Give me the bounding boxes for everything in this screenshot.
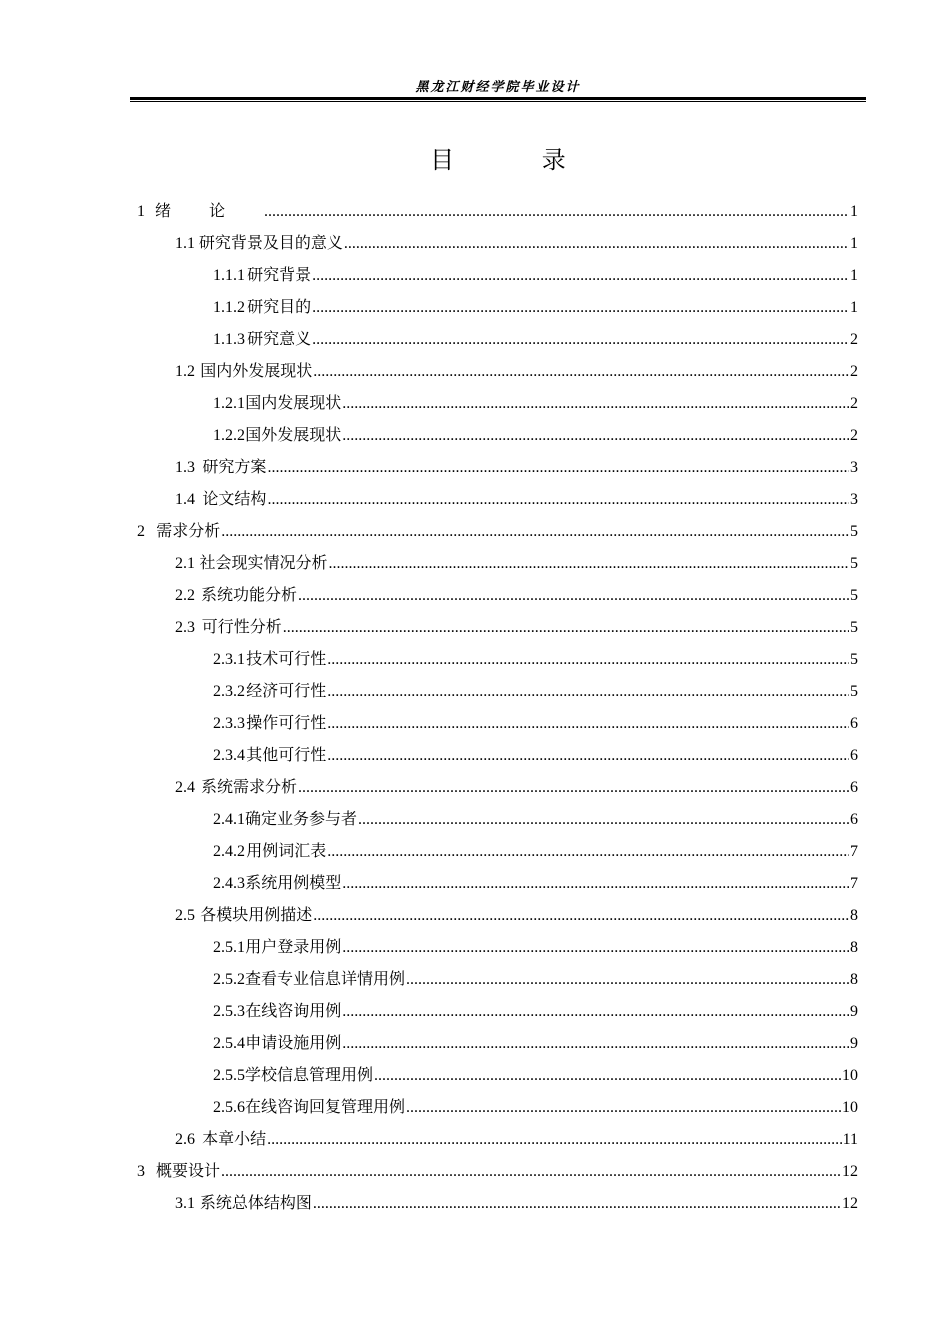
toc-entry-number: 2.4.3 — [213, 875, 245, 892]
toc-dot-leader — [264, 196, 849, 228]
toc-dot-leader — [406, 964, 849, 996]
toc-dot-leader — [327, 676, 849, 708]
toc-dot-leader — [327, 644, 849, 676]
toc-entry-1-2[interactable] — [0, 355, 950, 387]
toc-entry-label: 研究方案 — [202, 457, 267, 476]
toc-entry-page-number: 8 — [850, 939, 858, 956]
toc-entry-3[interactable] — [0, 1155, 950, 1187]
toc-dot-leader — [267, 484, 849, 516]
toc-entry-label: 系统需求分析 — [200, 777, 297, 796]
toc-entry-2-5-6[interactable] — [0, 1091, 950, 1123]
toc-entry-label: 各模块用例描述 — [200, 905, 313, 924]
toc-entry-number: 2 — [137, 523, 145, 540]
toc-entry-number: 3 — [137, 1163, 145, 1180]
toc-entry-page-number: 6 — [850, 747, 858, 764]
toc-entry-number: 1.2 — [175, 363, 195, 380]
toc-dot-leader — [406, 1092, 841, 1124]
toc-entry-label: 在线咨询用例 — [245, 1001, 342, 1020]
toc-entry-label: 经济可行性 — [246, 681, 327, 700]
toc-entry-page-number: 11 — [842, 1131, 858, 1148]
toc-entry-label: 确定业务参与者 — [245, 809, 358, 828]
toc-entry-number: 2.5.2 — [213, 971, 245, 988]
toc-entry-page-number: 5 — [850, 555, 858, 572]
toc-entry-number: 2.1 — [175, 555, 195, 572]
toc-dot-leader — [358, 804, 849, 836]
toc-dot-leader — [342, 932, 849, 964]
toc-entry-label: 操作可行性 — [246, 713, 327, 732]
toc-entry-2[interactable] — [0, 515, 950, 547]
toc-entry-label: 国内外发展现状 — [200, 361, 313, 380]
toc-title: 目 录 — [430, 146, 606, 174]
toc-dot-leader — [221, 516, 849, 548]
toc-entry-label: 可行性分析 — [201, 617, 282, 636]
toc-list — [0, 195, 950, 1219]
toc-entry-label: 学校信息管理用例 — [245, 1065, 374, 1084]
toc-entry-1-1-2[interactable] — [0, 291, 950, 323]
toc-entry-2-3-1[interactable] — [0, 643, 950, 675]
toc-dot-leader — [313, 356, 849, 388]
toc-entry-1[interactable] — [0, 195, 950, 227]
toc-entry-number: 2.5 — [175, 907, 195, 924]
toc-entry-page-number: 10 — [842, 1067, 858, 1084]
toc-dot-leader — [312, 260, 849, 292]
toc-entry-number: 2.3.3 — [213, 715, 245, 732]
toc-entry-label: 本章小结 — [202, 1129, 267, 1148]
toc-entry-label: 查看专业信息详情用例 — [245, 969, 406, 988]
toc-entry-number: 1.2.2 — [213, 427, 245, 444]
toc-entry-page-number: 7 — [850, 875, 858, 892]
toc-entry-label: 其他可行性 — [246, 745, 327, 764]
toc-entry-number: 1.2.1 — [213, 395, 245, 412]
toc-entry-2-1[interactable] — [0, 547, 950, 579]
toc-entry-1-1-3[interactable] — [0, 323, 950, 355]
toc-dot-leader — [283, 612, 849, 644]
toc-entry-number: 2.5.6 — [213, 1099, 245, 1116]
toc-dot-leader — [342, 1028, 849, 1060]
toc-entry-page-number: 5 — [850, 683, 858, 700]
toc-dot-leader — [329, 548, 849, 580]
toc-dot-leader — [374, 1060, 841, 1092]
toc-entry-number: 2.3 — [175, 619, 195, 636]
toc-entry-number: 3.1 — [175, 1195, 195, 1212]
toc-dot-leader — [312, 324, 849, 356]
toc-entry-page-number: 5 — [850, 619, 858, 636]
toc-entry-1-4[interactable] — [0, 483, 950, 515]
toc-dot-leader — [342, 388, 849, 420]
toc-entry-label: 国内发展现状 — [245, 393, 342, 412]
toc-dot-leader — [342, 420, 849, 452]
toc-entry-page-number: 2 — [850, 427, 858, 444]
toc-entry-1-2-1[interactable] — [0, 387, 950, 419]
toc-entry-number: 1.1.1 — [213, 267, 245, 284]
toc-entry-2-5-4[interactable] — [0, 1027, 950, 1059]
toc-dot-leader — [342, 996, 849, 1028]
toc-entry-2-3-3[interactable] — [0, 707, 950, 739]
toc-entry-2-5-2[interactable] — [0, 963, 950, 995]
toc-entry-page-number: 1 — [850, 299, 858, 316]
toc-entry-page-number: 6 — [850, 715, 858, 732]
toc-entry-label: 社会现实情况分析 — [199, 553, 328, 572]
toc-entry-number: 2.3.4 — [213, 747, 245, 764]
toc-entry-1-2-2[interactable] — [0, 419, 950, 451]
toc-entry-2-5-5[interactable] — [0, 1059, 950, 1091]
toc-entry-page-number: 1 — [850, 203, 858, 220]
toc-entry-page-number: 8 — [850, 971, 858, 988]
toc-entry-number: 1.1 — [175, 235, 195, 252]
toc-dot-leader — [312, 292, 849, 324]
toc-entry-page-number: 3 — [850, 491, 858, 508]
toc-entry-page-number: 9 — [850, 1035, 858, 1052]
toc-entry-2-5[interactable] — [0, 899, 950, 931]
toc-entry-2-3-2[interactable] — [0, 675, 950, 707]
toc-entry-page-number: 5 — [850, 587, 858, 604]
toc-dot-leader — [313, 900, 849, 932]
toc-entry-page-number: 3 — [850, 459, 858, 476]
toc-entry-2-5-1[interactable] — [0, 931, 950, 963]
toc-entry-label: 研究目的 — [247, 297, 312, 316]
toc-dot-leader — [221, 1156, 841, 1188]
toc-entry-label: 技术可行性 — [246, 649, 327, 668]
toc-entry-page-number: 1 — [850, 267, 858, 284]
toc-entry-label: 系统用例模型 — [245, 873, 342, 892]
toc-entry-number: 2.3.2 — [213, 683, 245, 700]
toc-entry-page-number: 8 — [850, 907, 858, 924]
toc-entry-label: 需求分析 — [156, 521, 221, 540]
toc-entry-page-number: 1 — [850, 235, 858, 252]
toc-entry-2-4-2[interactable] — [0, 835, 950, 867]
toc-entry-number: 1 — [137, 203, 145, 220]
toc-entry-2-4-3[interactable] — [0, 867, 950, 899]
toc-entry-number: 2.4.2 — [213, 843, 245, 860]
toc-entry-label: 系统功能分析 — [200, 585, 297, 604]
toc-entry-number: 2.2 — [175, 587, 195, 604]
toc-entry-label: 研究背景 — [247, 265, 312, 284]
toc-entry-number: 1.3 — [175, 459, 195, 476]
toc-entry-1-1[interactable] — [0, 227, 950, 259]
toc-entry-2-4[interactable] — [0, 771, 950, 803]
toc-entry-label: 申请设施用例 — [245, 1033, 342, 1052]
toc-entry-label: 论文结构 — [202, 489, 267, 508]
toc-entry-page-number: 5 — [850, 523, 858, 540]
toc-entry-number: 2.5.4 — [213, 1035, 245, 1052]
toc-entry-number: 2.4.1 — [213, 811, 245, 828]
toc-entry-3-1[interactable] — [0, 1187, 950, 1219]
toc-entry-page-number: 2 — [850, 395, 858, 412]
header-rule-thin — [130, 101, 866, 102]
header-rule-thick — [130, 97, 866, 100]
toc-entry-page-number: 5 — [850, 651, 858, 668]
toc-entry-page-number: 6 — [850, 811, 858, 828]
toc-dot-leader — [298, 772, 849, 804]
toc-dot-leader — [267, 452, 849, 484]
toc-entry-1-3[interactable] — [0, 451, 950, 483]
toc-entry-number: 1.1.3 — [213, 331, 245, 348]
toc-entry-number: 2.6 — [175, 1131, 195, 1148]
toc-entry-2-6[interactable] — [0, 1123, 950, 1155]
toc-entry-page-number: 12 — [842, 1163, 858, 1180]
toc-dot-leader — [327, 708, 849, 740]
toc-entry-label: 用户登录用例 — [245, 937, 342, 956]
toc-entry-2-3[interactable] — [0, 611, 950, 643]
toc-entry-number: 2.5.1 — [213, 939, 245, 956]
toc-entry-2-2[interactable] — [0, 579, 950, 611]
toc-entry-label: 用例词汇表 — [246, 841, 327, 860]
toc-entry-page-number: 10 — [842, 1099, 858, 1116]
toc-entry-number: 2.4 — [175, 779, 195, 796]
toc-entry-page-number: 2 — [850, 363, 858, 380]
page-header-title: 黑龙江财经学院毕业设计 — [415, 80, 581, 95]
toc-entry-page-number: 12 — [842, 1195, 858, 1212]
toc-entry-number: 1.4 — [175, 491, 195, 508]
toc-dot-leader — [298, 580, 849, 612]
toc-dot-leader — [267, 1124, 841, 1156]
toc-entry-2-5-3[interactable] — [0, 995, 950, 1027]
toc-entry-page-number: 6 — [850, 779, 858, 796]
toc-entry-label: 概要设计 — [156, 1161, 221, 1180]
toc-dot-leader — [327, 740, 849, 772]
toc-entry-label: 在线咨询回复管理用例 — [245, 1097, 406, 1116]
toc-entry-number: 2.5.3 — [213, 1003, 245, 1020]
toc-entry-label: 研究背景及目的意义 — [198, 233, 343, 252]
toc-dot-leader — [342, 868, 849, 900]
toc-dot-leader — [313, 1188, 841, 1220]
toc-entry-page-number: 7 — [850, 843, 858, 860]
toc-entry-2-4-1[interactable] — [0, 803, 950, 835]
toc-entry-label: 系统总体结构图 — [199, 1193, 312, 1212]
toc-entry-page-number: 9 — [850, 1003, 858, 1020]
toc-dot-leader — [327, 836, 849, 868]
toc-entry-label: 研究意义 — [247, 329, 312, 348]
toc-entry-number: 2.3.1 — [213, 651, 245, 668]
toc-entry-2-3-4[interactable] — [0, 739, 950, 771]
toc-dot-leader — [344, 228, 849, 260]
toc-entry-number: 2.5.5 — [213, 1067, 245, 1084]
toc-entry-number: 1.1.2 — [213, 299, 245, 316]
toc-entry-label: 国外发展现状 — [245, 425, 342, 444]
toc-entry-page-number: 2 — [850, 331, 858, 348]
toc-entry-label: 绪论 — [154, 201, 263, 220]
toc-entry-1-1-1[interactable] — [0, 259, 950, 291]
